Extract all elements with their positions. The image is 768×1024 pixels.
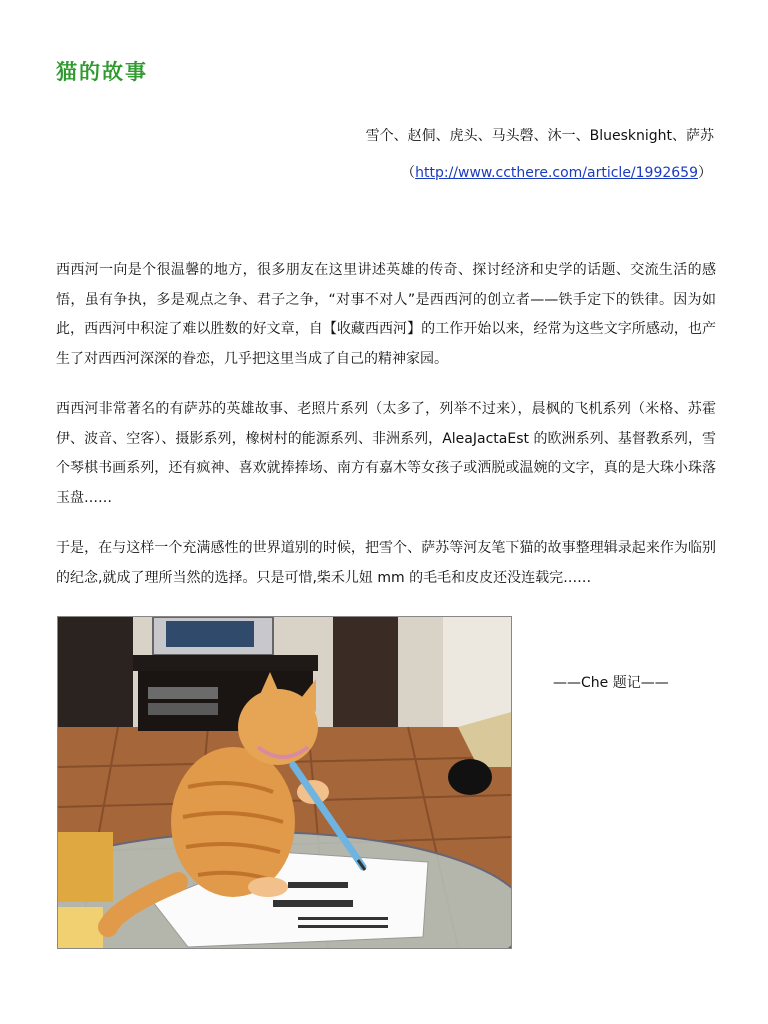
signature-inscription: ——Che 题记——: [553, 675, 669, 691]
series-paragraph: 西西河非常著名的有萨苏的英雄故事、老照片系列（太多了，列举不过来），晨枫的飞机系列（米格、苏霍伊、波音、空客）、摄影系列，橡树村的能源系列、非洲系列，AleaJactaEst 的欧洲系列、基督教系列，雪个琴棋书画系列，还有疯神、喜欢就捧捧场、南方有嘉木等女孩子或洒脱或温婉的文字，真的是大珠小珠落玉盘……: [56, 401, 716, 506]
source-close-paren: ）: [698, 165, 712, 181]
cat-writing-photo: [57, 616, 512, 949]
source-link[interactable]: http://www.ccthere.com/article/1992659: [415, 165, 698, 181]
source-line: [401, 162, 712, 182]
author-list: 雪个、赵侗、虎头、马头磬、沐一、Bluesknight、萨苏: [365, 128, 714, 144]
document-title: 猫的故事: [56, 60, 148, 84]
intro-paragraph: 西西河一向是个很温馨的地方，很多朋友在这里讲述英雄的传奇、探讨经济和史学的话题、交流生活的感悟，虽有争执，多是观点之争、君子之争，“对事不对人”是西西河的创立者——铁手定下的铁律。因为如此，西西河中积淀了难以胜数的好文章，自【收藏西西河】的工作开始以来，经常为这些文字所感动，也产生了对西西河深深的眷恋，几乎把这里当成了自己的精神家园。: [56, 262, 716, 367]
farewell-paragraph: 于是，在与这样一个充满感性的世界道别的时候，把雪个、萨苏等河友笔下猫的故事整理辑录起来作为临别的纪念,就成了理所当然的选择。只是可惜,柴禾儿妞 mm 的毛毛和皮皮还没连载完……: [56, 540, 716, 586]
cat-writing-illustration: [58, 617, 511, 948]
source-open-paren: （: [401, 165, 416, 181]
